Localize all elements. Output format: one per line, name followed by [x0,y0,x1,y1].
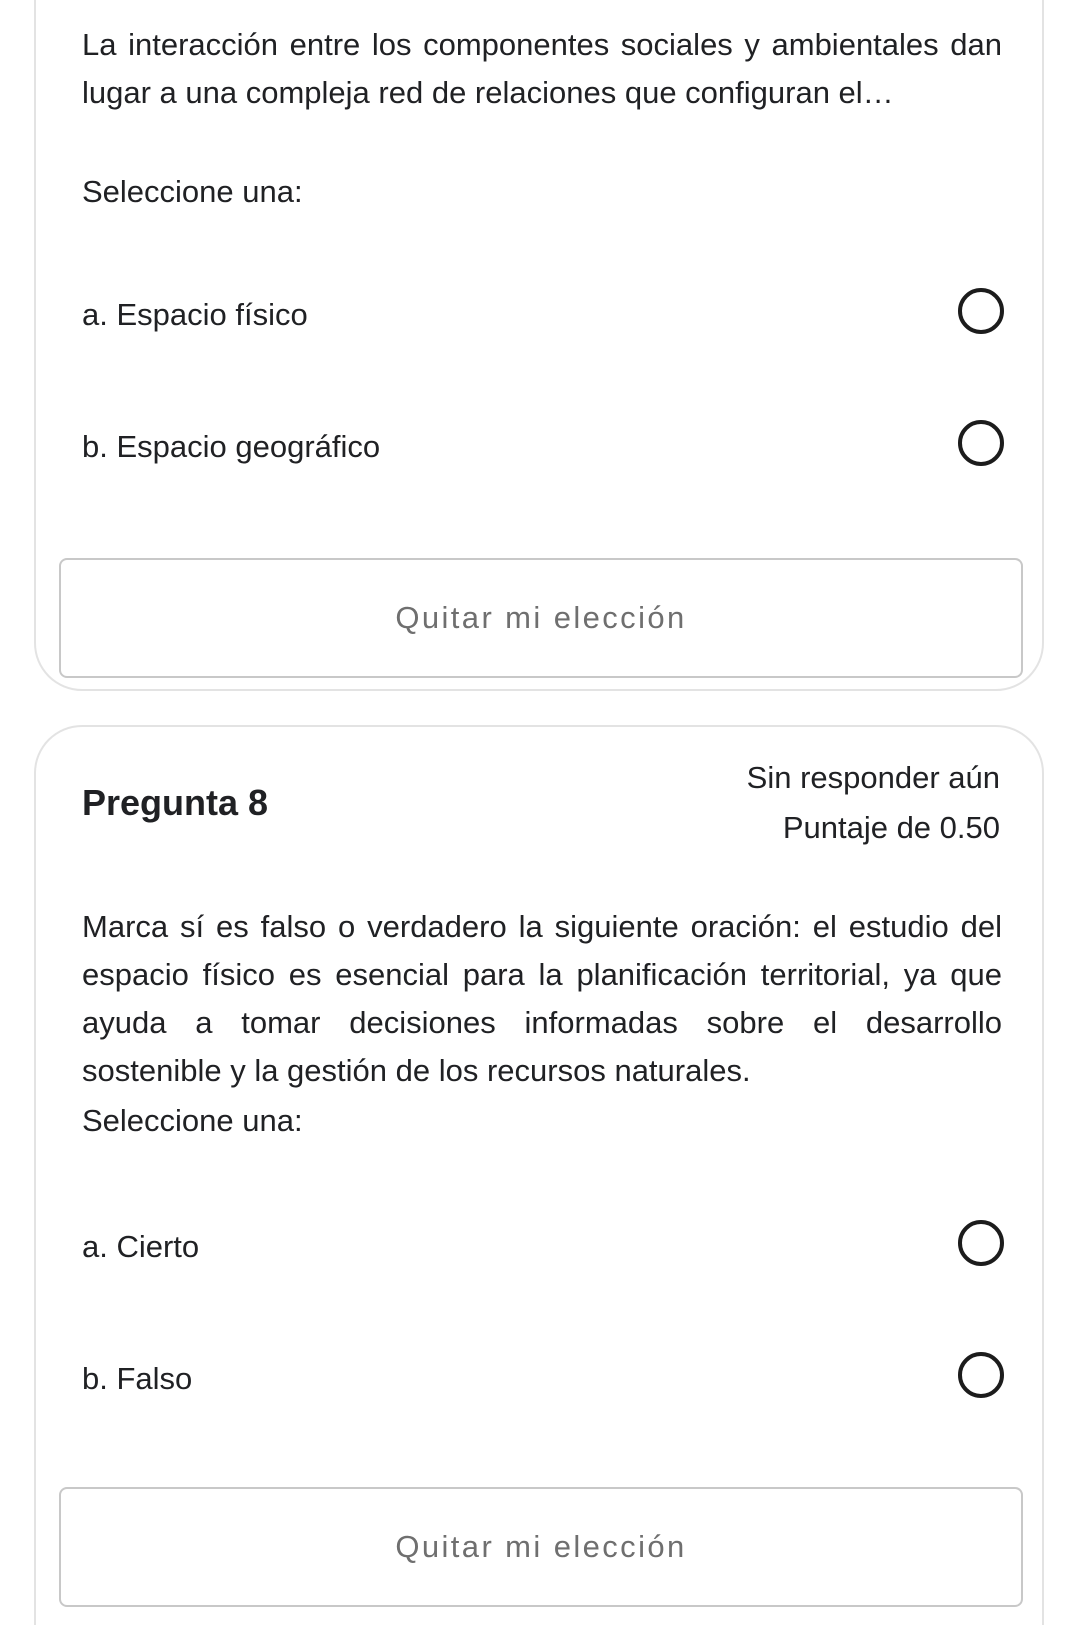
option-falso[interactable] [82,1349,1004,1409]
radio-unchecked-icon[interactable] [958,288,1004,334]
option-label: a. Cierto [82,1229,200,1264]
question-text: La interacción entre los componentes sociales y ambientales dan lugar a una compleja red de relaciones que configuran el… [82,27,1002,110]
option-label: b. Falso [82,1361,193,1396]
question-score: Puntaje de 0.50 [782,810,1000,845]
answer-status: Sin responder aún [746,760,1000,795]
radio-unchecked-icon[interactable] [958,420,1004,466]
question-card-8 [34,725,1044,1625]
question-title: Pregunta 8 [82,782,269,823]
radio-unchecked-icon[interactable] [958,1352,1004,1398]
option-espacio-geografico[interactable] [82,417,1004,477]
question-status-block [747,753,1000,853]
clear-choice-button[interactable]: Quitar mi elección [59,558,1023,678]
option-label: b. Espacio geográfico [82,429,381,464]
option-label: a. Espacio físico [82,297,308,332]
select-prompt: Seleccione una: [82,174,303,209]
clear-choice-button[interactable]: Quitar mi elección [59,1487,1023,1607]
question-text: Marca sí es falso o verdadero la siguiente oración: el estudio del espacio físico es esencial para la planificación territorial, ya que ayuda a tomar decisiones informadas sobre el desarrollo sostenible y la gestión de los recursos naturales. [82,909,1002,1088]
question-card-previous [34,0,1044,691]
radio-unchecked-icon[interactable] [958,1220,1004,1266]
select-prompt: Seleccione una: [82,1103,303,1138]
option-cierto[interactable] [82,1217,1004,1277]
option-espacio-fisico[interactable] [82,285,1004,345]
